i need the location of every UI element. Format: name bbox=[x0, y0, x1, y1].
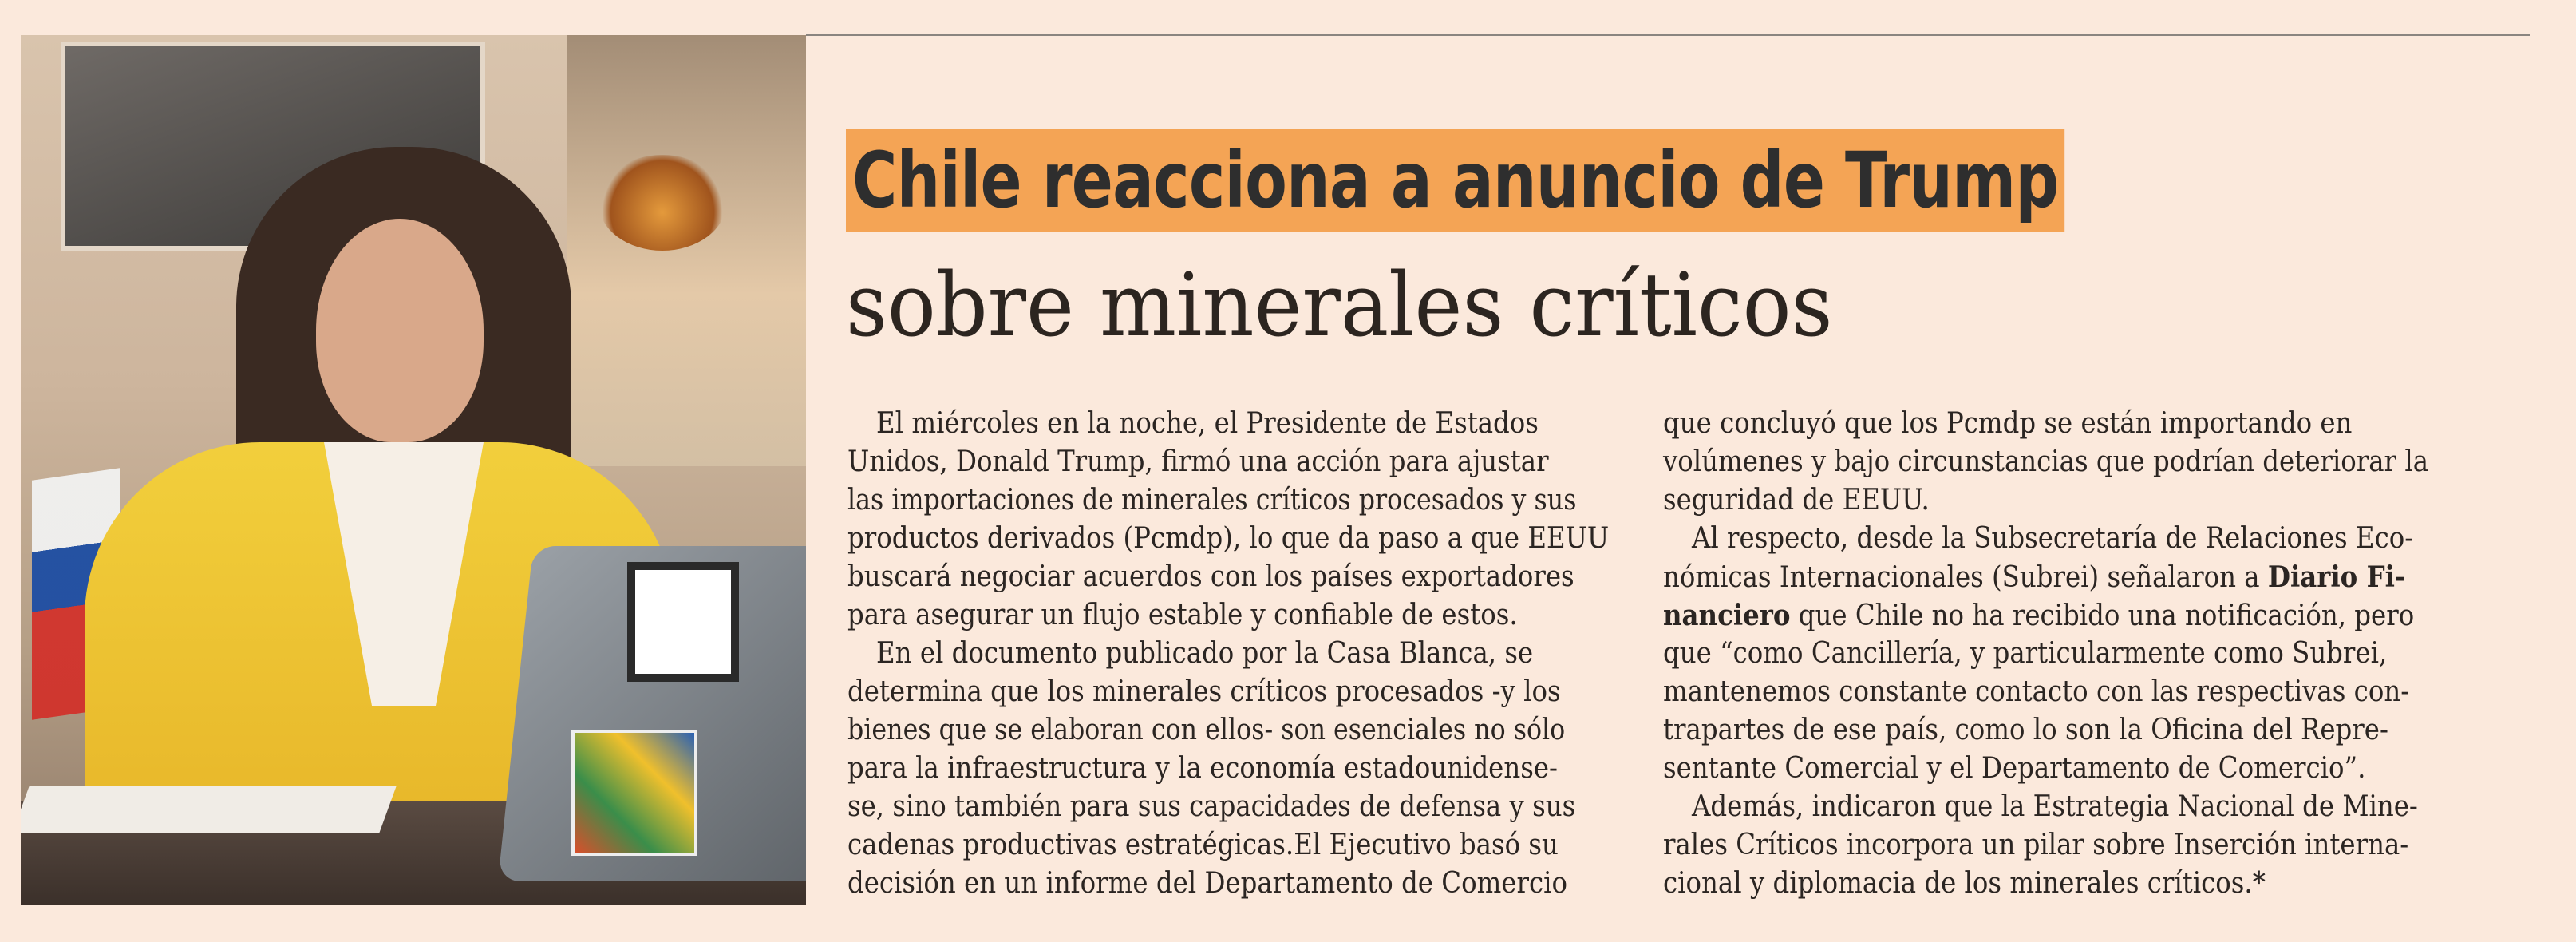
left-column bbox=[847, 405, 1646, 903]
body-line: que concluyó que los Pcmdp se están importando en bbox=[1663, 407, 2353, 440]
photo-lamp bbox=[599, 155, 726, 251]
body-line: rales Críticos incorpora un pilar sobre Inserción interna- bbox=[1663, 829, 2409, 861]
body-line: para asegurar un flujo estable y confiable de estos. bbox=[847, 599, 1518, 631]
body-line: bienes que se elaboran con ellos- son esenciales no sólo bbox=[847, 714, 1566, 746]
publication-name: nanciero bbox=[1663, 599, 1791, 632]
body-line: Unidos, Donald Trump, firmó una acción para ajustar bbox=[847, 445, 1549, 478]
right-column bbox=[1663, 405, 2533, 903]
photo-paper bbox=[21, 786, 397, 833]
laptop-sticker bbox=[571, 730, 697, 856]
body-line: se, sino también para sus capacidades de defensa y sus bbox=[847, 790, 1576, 823]
body-line: las importaciones de minerales críticos procesados y sus bbox=[847, 484, 1577, 517]
publication-name: Diario Fi- bbox=[2267, 560, 2406, 594]
body-text: que Chile no ha recibido una notificación, pero bbox=[1790, 600, 2415, 632]
body-line: trapartes de ese país, como lo son la Oficina del Repre- bbox=[1663, 714, 2388, 746]
body-line: Al respecto, desde la Subsecretaría de Relaciones Eco- bbox=[1692, 522, 2414, 555]
body-line bbox=[1663, 865, 2446, 903]
article-photo bbox=[21, 35, 806, 905]
photo-window bbox=[567, 35, 806, 466]
end-mark: * bbox=[2252, 867, 2266, 900]
body-line: decisión en un informe del Departamento de Comercio bbox=[847, 867, 1567, 900]
body-line: para la infraestructura y la economía estadounidense- bbox=[847, 752, 1558, 785]
body-line: Además, indicaron que la Estrategia Nacional de Mine- bbox=[1692, 790, 2418, 823]
body-line bbox=[1663, 596, 2446, 635]
body-line: que “como Cancillería, y particularmente como Subrei, bbox=[1663, 637, 2388, 670]
body-line: seguridad de EEUU. bbox=[1663, 484, 1930, 517]
body-line: El miércoles en la noche, el Presidente de Estados bbox=[876, 407, 1539, 440]
headline: sobre minerales críticos bbox=[846, 254, 1833, 356]
body-text: nómicas Internacionales (Subrei) señalaron a bbox=[1663, 561, 2268, 594]
body-line: productos derivados (Pcmdp), lo que da paso a que EEUU bbox=[847, 522, 1610, 555]
photo-face bbox=[316, 219, 484, 442]
body-line: mantenemos constante contacto con las respectivas con- bbox=[1663, 675, 2410, 708]
body-text: cional y diplomacia de los minerales críticos. bbox=[1663, 867, 2253, 900]
body-line: En el documento publicado por la Casa Blanca, se bbox=[876, 637, 1534, 670]
laptop-sticker bbox=[627, 562, 739, 682]
top-rule bbox=[806, 34, 2530, 36]
body-line bbox=[1663, 558, 2446, 596]
body-line: buscará negociar acuerdos con los países exportadores bbox=[847, 560, 1574, 593]
body-line: volúmenes y bajo circunstancias que podrían deteriorar la bbox=[1663, 445, 2429, 478]
body-line: sentante Comercial y el Departamento de Comercio”. bbox=[1663, 752, 2366, 785]
headline-kicker: Chile reacciona a anuncio de Trump bbox=[846, 129, 2065, 232]
body-line: cadenas productivas estratégicas.El Ejecutivo basó su bbox=[847, 829, 1559, 861]
body-line: determina que los minerales críticos procesados -y los bbox=[847, 675, 1561, 708]
